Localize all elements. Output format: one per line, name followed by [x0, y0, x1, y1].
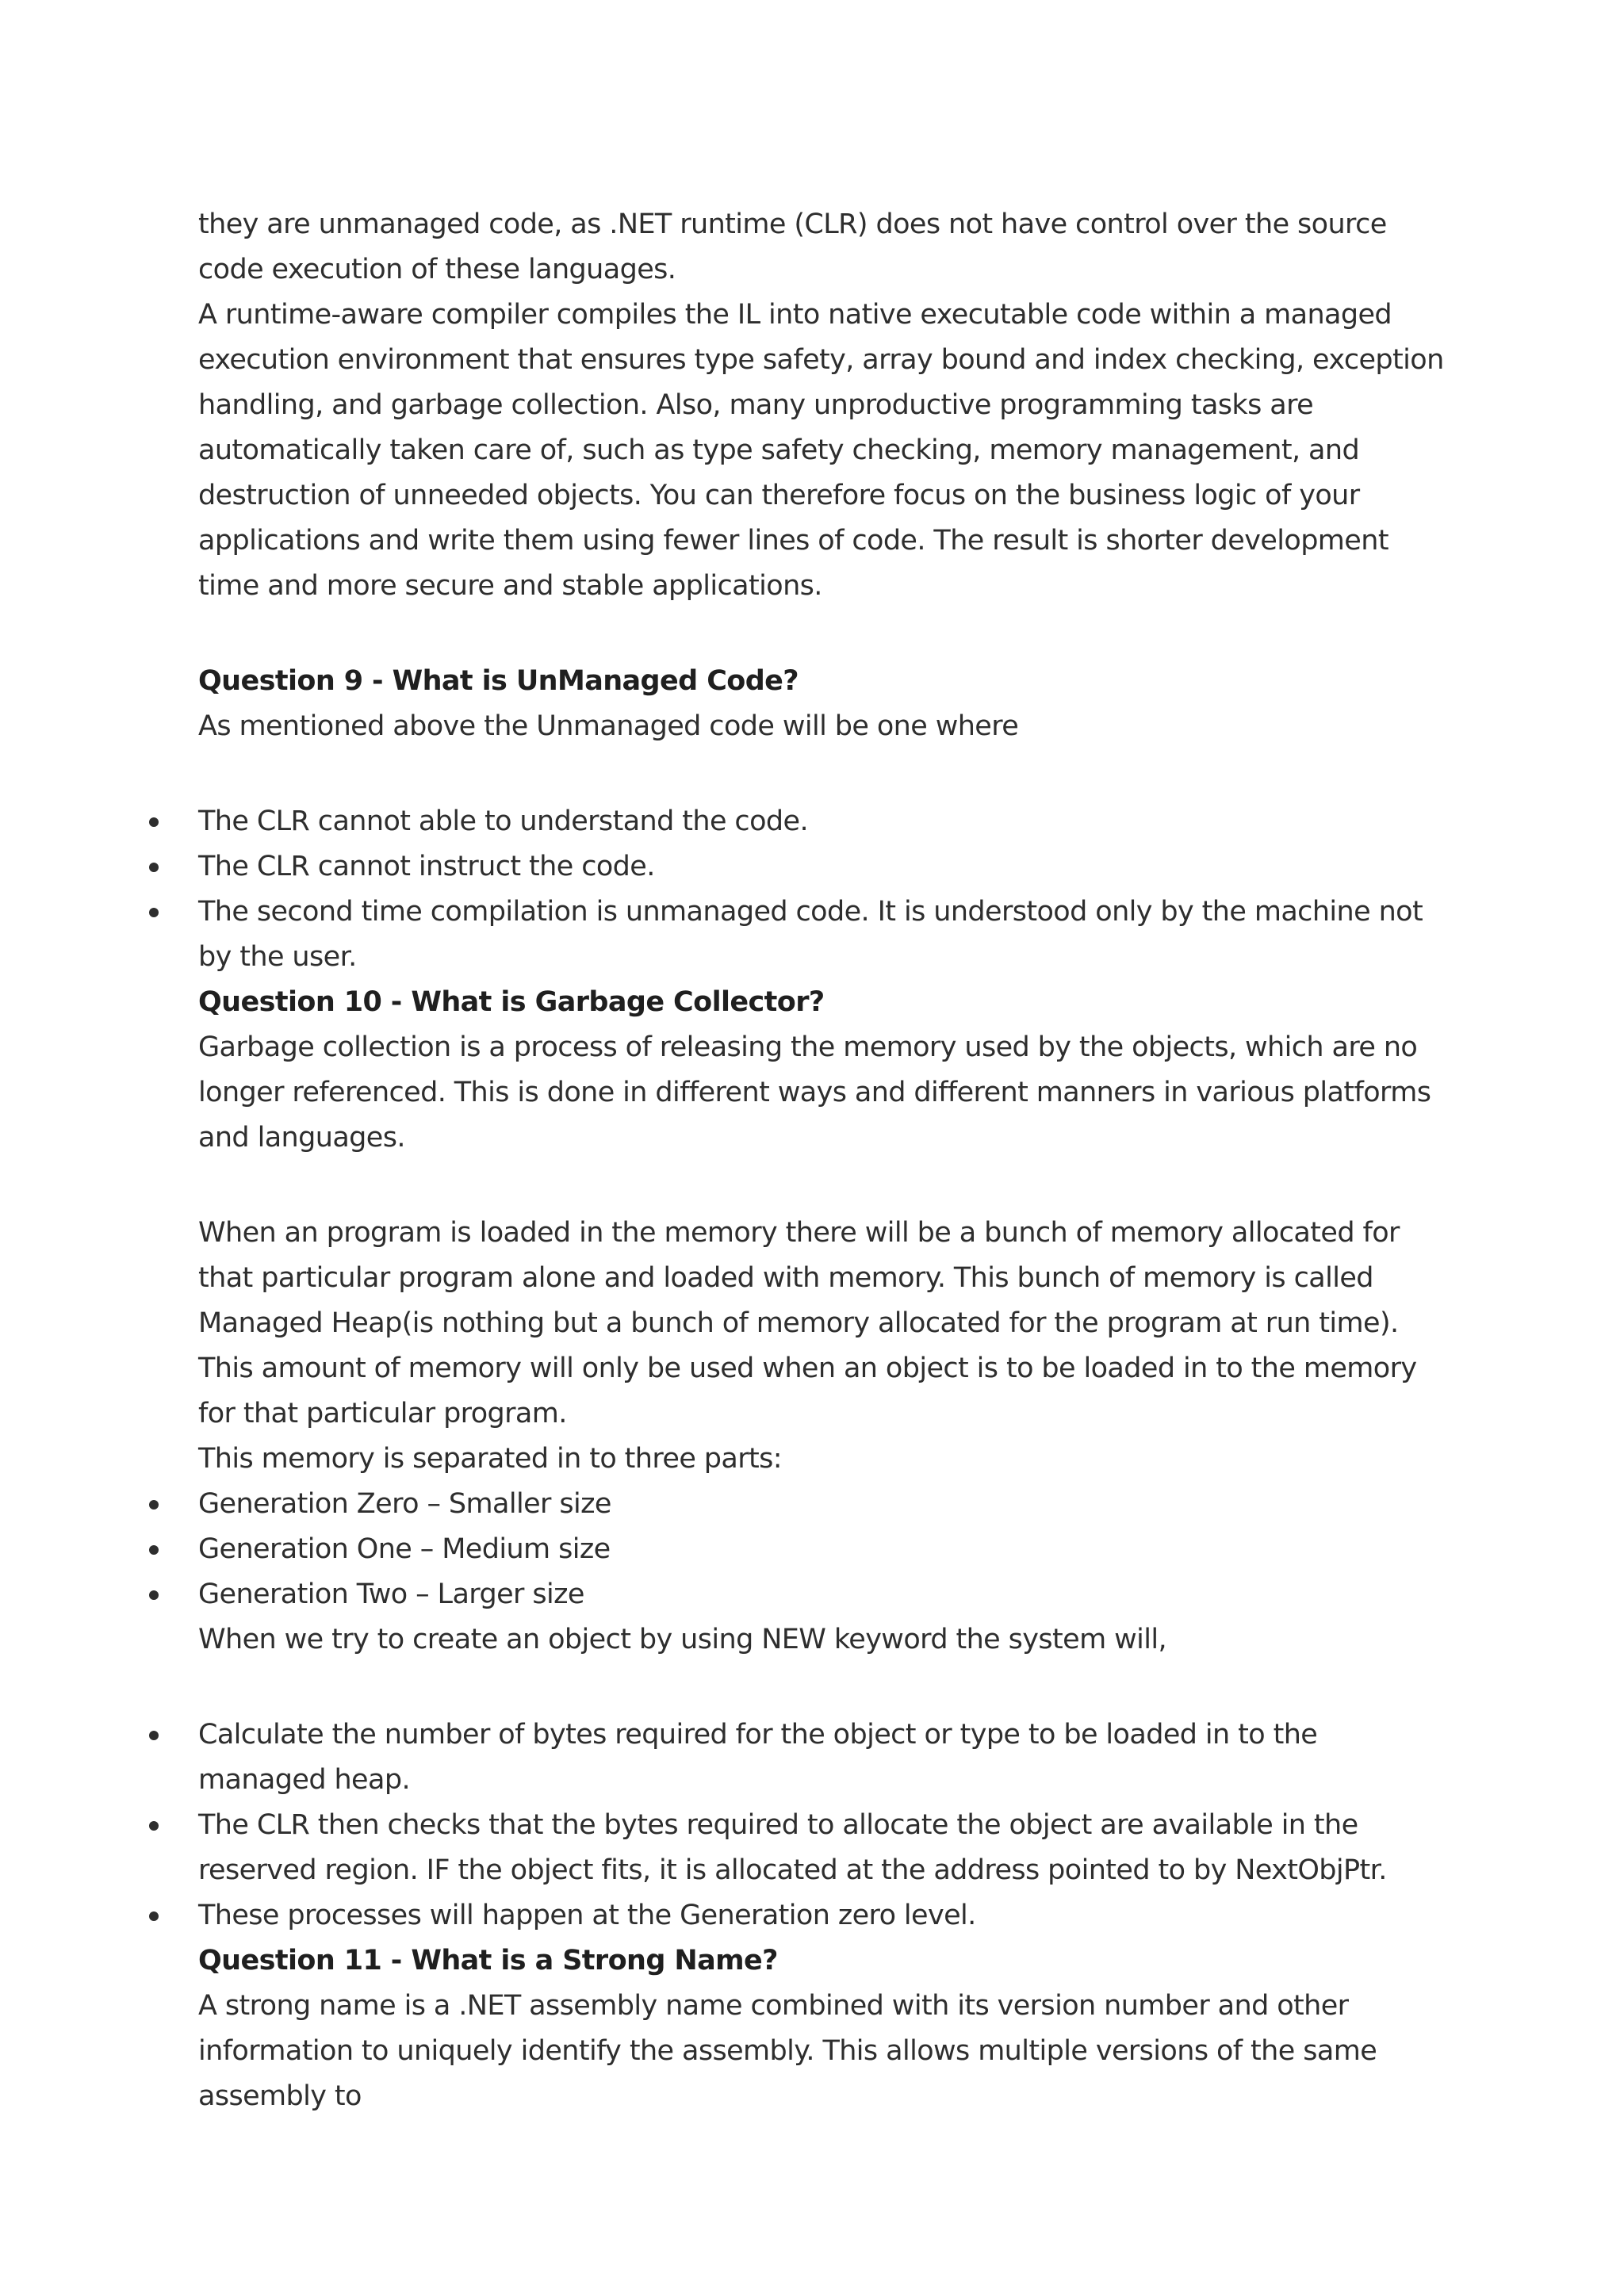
paragraph-q10-new-keyword: When we try to create an object by using NEW keyword the system will, — [198, 1624, 1167, 1655]
list-item — [198, 1572, 1451, 1617]
heading-question-10: Question 10 - What is Garbage Collector? — [198, 986, 825, 1018]
bullet-icon — [149, 1821, 159, 1831]
list-item-text: Generation One – Medium size — [198, 1533, 611, 1565]
bullet-icon — [149, 1590, 159, 1600]
list-item-text: Calculate the number of bytes required for the object or type to be loaded in to the managed heap. — [198, 1719, 1318, 1796]
spacer — [198, 609, 1451, 659]
heading-question-9: Question 9 - What is UnManaged Code? — [198, 665, 799, 697]
list-item — [198, 1527, 1451, 1572]
list-item — [198, 1712, 1451, 1803]
bullet-icon — [149, 1731, 159, 1740]
generation-list — [198, 1482, 1451, 1617]
list-item — [198, 1893, 1451, 1938]
paragraph-q10-managed-heap: When an program is loaded in the memory there will be a bunch of memory allocated for that particular program alone and loaded with memory. This bunch of memory is called Managed Heap(is nothing but a bunch of memory allocated for the program at run time). This amount of memory will only be used when an object is to be loaded in to the memory for that particular program. — [198, 1217, 1417, 1429]
spacer — [198, 749, 1451, 799]
document-body — [198, 202, 1451, 2119]
heading-question-11: Question 11 - What is a Strong Name? — [198, 1945, 778, 1976]
paragraph-q9-intro: As mentioned above the Unmanaged code will be one where — [198, 710, 1019, 742]
paragraph-q11-strong-name: A strong name is a .NET assembly name combined with its version number and other information to uniquely identify the assembly. This allows multiple versions of the same assembly to — [198, 1990, 1377, 2112]
list-item-text: The CLR then checks that the bytes required to allocate the object are available in the reserved region. IF the object fits, it is allocated at the address pointed to by NextObjPtr. — [198, 1809, 1387, 1886]
q9-bullet-list — [198, 799, 1451, 980]
paragraph-q10-three-parts: This memory is separated in to three parts: — [198, 1443, 782, 1475]
paragraph-clr-control: they are unmanaged code, as .NET runtime (CLR) does not have control over the source code execution of these languages. — [198, 209, 1387, 285]
bullet-icon — [149, 817, 159, 827]
paragraph-runtime-compiler: A runtime-aware compiler compiles the IL into native executable code within a managed execution environment that ensures type safety, array bound and index checking, exception handling, and garbage collection. Also, many unproductive programming tasks are automatically taken care of, such as type safety checking, memory management, and destruction of unneeded objects. You can therefore focus on the business logic of your applications and write them using fewer lines of code. The result is shorter development time and more secure and stable applications. — [198, 299, 1444, 602]
list-item — [198, 1482, 1451, 1527]
allocation-steps-list — [198, 1712, 1451, 1938]
spacer — [198, 1663, 1451, 1712]
bullet-icon — [149, 863, 159, 872]
list-item — [198, 844, 1451, 890]
bullet-icon — [149, 1911, 159, 1921]
list-item — [198, 890, 1451, 980]
bullet-icon — [149, 908, 159, 917]
list-item — [198, 1803, 1451, 1893]
list-item-text: The CLR cannot instruct the code. — [198, 851, 655, 882]
list-item-text: The CLR cannot able to understand the code. — [198, 806, 808, 837]
list-item-text: Generation Two – Larger size — [198, 1578, 584, 1610]
list-item-text: The second time compilation is unmanaged code. It is understood only by the machine not by the user. — [198, 896, 1423, 973]
paragraph-q10-definition: Garbage collection is a process of releasing the memory used by the objects, which are no longer referenced. This is done in different ways and different manners in various platforms and languages. — [198, 1031, 1431, 1154]
bullet-icon — [149, 1500, 159, 1510]
bullet-icon — [149, 1545, 159, 1555]
list-item-text: Generation Zero – Smaller size — [198, 1488, 611, 1520]
spacer — [198, 1161, 1451, 1211]
list-item-text: These processes will happen at the Generation zero level. — [198, 1900, 976, 1931]
list-item — [198, 799, 1451, 844]
